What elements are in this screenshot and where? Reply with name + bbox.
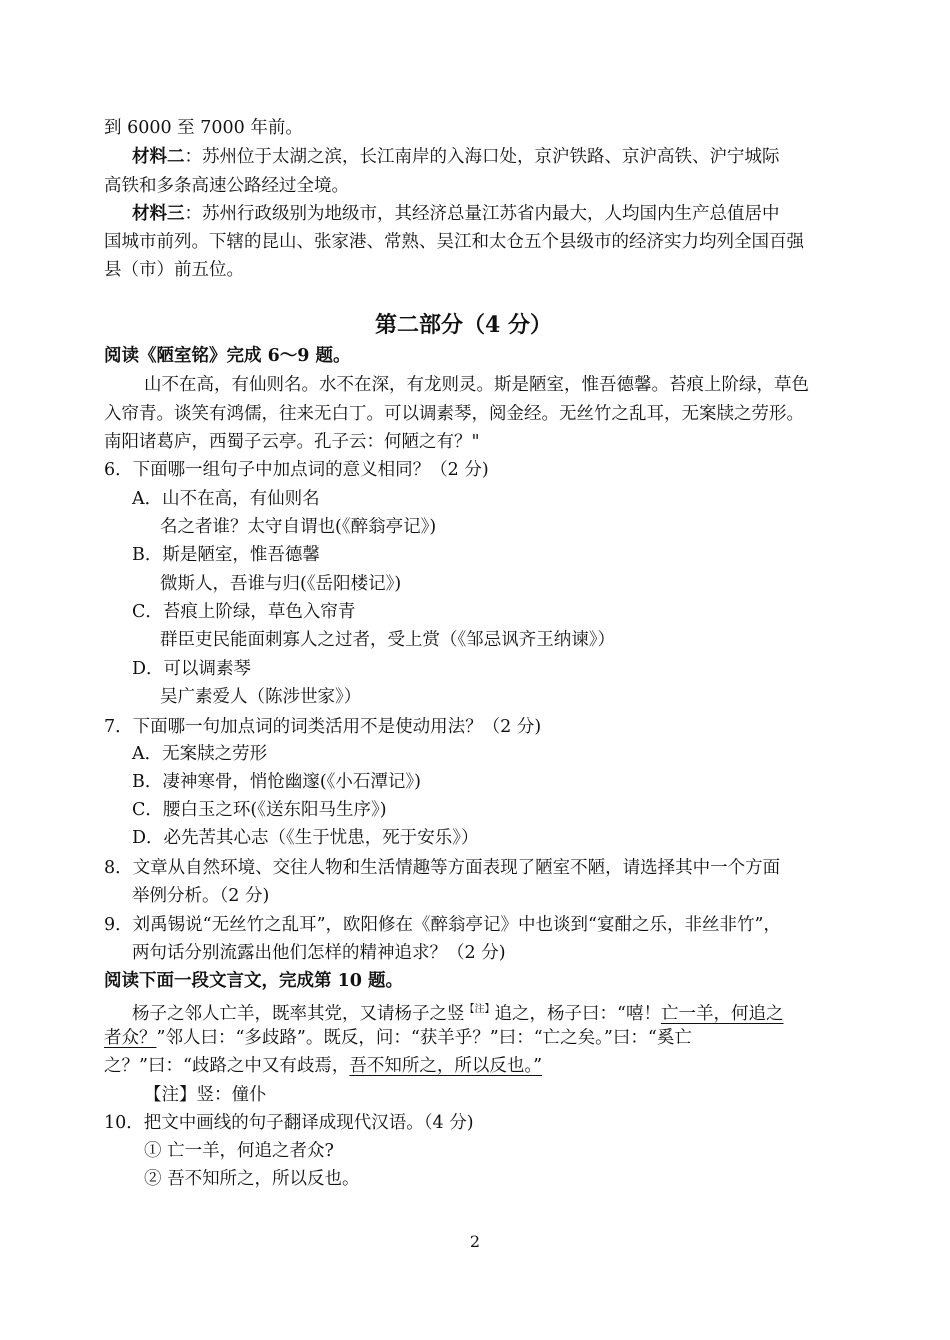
material-three-line-1: 材料三：苏州行政级别为地级市，其经济总量江苏省内最大，人均国内生产总值居中	[132, 204, 780, 224]
page-number: 2	[469, 1232, 481, 1251]
q6-option-c-2: 群臣吏民能面刺寡人之过者，受上赏（《邹忌讽齐王纳谏》）	[160, 630, 615, 650]
passage-line-1: 山不在高，有仙则名。水不在深，有龙则灵。斯是陋室，惟吾德馨。苔痕上阶绿，草色	[144, 375, 809, 395]
question-8-line-2: 举例分析。（2 分)	[132, 886, 270, 906]
q6-option-a-1: A．山不在高，有仙则名	[132, 489, 320, 509]
intro-tail: 到 6000 至 7000 年前。	[104, 118, 303, 138]
q7-option-a: A．无案牍之劳形	[132, 744, 268, 764]
question-8-line-1: 8．文章从自然环境、交往人物和生活情趣等方面表现了陋室不陋，请选择其中一个方面	[104, 858, 781, 878]
q10-sentence-2: ② 吾不知所之，所以反也。	[144, 1169, 360, 1189]
q6-option-a-2: 名之者谁？太守自谓也(《醉翁亭记》)	[160, 517, 437, 537]
material-two-label: 材料二	[132, 147, 185, 167]
q7-option-c: C．腰白玉之环(《送东阳马生序》)	[132, 800, 387, 820]
q6-option-b-2: 微斯人，吾谁与归(《岳阳楼记》)	[160, 574, 402, 594]
question-9-line-2: 两句话分别流露出他们怎样的精神追求？（2 分)	[132, 943, 506, 963]
material-three-label: 材料三	[132, 204, 185, 224]
note-marker: 【注】	[464, 1004, 495, 1015]
material-two-line-1: 材料二：苏州位于太湖之滨，长江南岸的入海口处，京沪铁路、京沪高铁、沪宁城际	[132, 147, 780, 167]
q6-option-d-1: D．可以调素琴	[132, 659, 252, 679]
question-9-line-1: 9．刘禹锡说“无丝竹之乱耳”，欧阳修在《醉翁亭记》中也谈到“宴酣之乐，非丝非竹”，	[104, 915, 781, 935]
annotation-note: 【注】竖：僮仆	[144, 1085, 267, 1105]
reading-one-heading: 阅读《陋室铭》完成 6～9 题。	[104, 346, 351, 366]
q10-sentence-1: ① 亡一羊，何追之者众?	[144, 1141, 334, 1161]
part-two-title: 第二部分（4 分）	[375, 312, 552, 338]
underlined-sentence-1b: 者众？	[104, 1028, 157, 1048]
question-10-stem: 10．把文中画线的句子翻译成现代汉语。（4 分)	[104, 1113, 474, 1133]
question-6-stem: 6．下面哪一组句子中加点词的意义相同？（2 分)	[104, 460, 489, 480]
passage-line-3: 南阳诸葛庐，西蜀子云亭。孔子云：何陋之有？"	[104, 432, 480, 452]
q6-option-d-2: 吴广素爱人（陈涉世家》）	[160, 687, 362, 707]
passage-line-2: 入帘青。谈笑有鸿儒，往来无白丁。可以调素琴，阅金经。无丝竹之乱耳，无案牍之劳形。	[104, 404, 804, 424]
reading-two-heading: 阅读下面一段文言文，完成第 10 题。	[104, 971, 404, 991]
question-7-stem: 7．下面哪一句加点词的词类活用不是使动用法？（2 分)	[104, 717, 542, 737]
underlined-sentence-2: 吾不知所之，所以反也。”	[349, 1056, 543, 1076]
underlined-sentence-1a: 亡一羊，何追之	[660, 1003, 784, 1024]
passage2-line-2: 者众？”邻人曰：“多歧路”。既反，问：“获羊乎？”曰：“亡之矣。”曰：“奚亡	[104, 1028, 692, 1048]
passage2-line-1: 杨子之邻人亡羊，既率其党，又请杨子之竖$^{【注】}$追之，杨子曰：“嘻！亡一羊，何追之	[132, 1003, 784, 1024]
material-three-line-3: 县（市）前五位。	[104, 260, 244, 280]
passage2-line-3: 之？”曰：“歧路之中又有歧焉，吾不知所之，所以反也。”	[104, 1056, 543, 1076]
material-two-line-2: 高铁和多条高速公路经过全境。	[104, 176, 349, 196]
q7-option-b: B．凄神寒骨，悄怆幽邃(《小石潭记》)	[132, 772, 422, 792]
q6-option-b-1: B．斯是陋室，惟吾德馨	[132, 545, 320, 565]
q6-option-c-1: C．苔痕上阶绿，草色入帘青	[132, 602, 356, 622]
material-three-line-2: 国城市前列。下辖的昆山、张家港、常熟、吴江和太仓五个县级市的经济实力均列全国百强	[104, 232, 804, 252]
q7-option-d: D．必先苦其心志（《生于忧患，死于安乐》）	[132, 828, 479, 848]
